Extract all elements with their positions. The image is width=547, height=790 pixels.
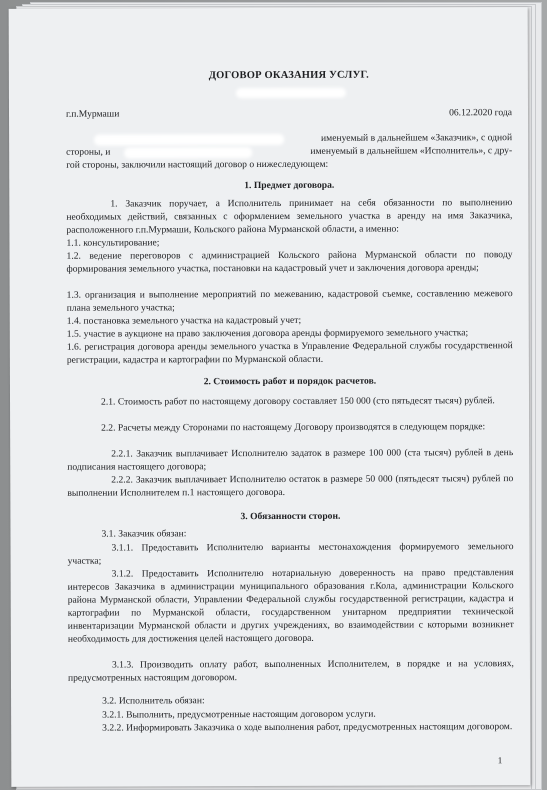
section-3-heading: 3. Обязанности сторон. [240,510,341,523]
item-3-2-1: 3.2.1. Выполнить, предусмотренные настоящим договором услуги. [102,708,376,721]
page-number: 1 [497,755,503,766]
item-3-1-3: 3.1.3. Производить оплату работ, выполненных Исполнителем, в порядке и на условиях, предусмотренных настоящим договором. [67,658,514,684]
item-1-6: 1.6. регистрация договора аренды земельного участка в Управление Федеральной службы государственной регистрации, кадастра и картографии по Мурманской области. [66,340,513,366]
item-3-2: 3.2. Исполнитель обязан: [102,695,205,707]
contract-date: 06.12.2020 года [449,107,513,119]
item-2-2: 2.2. Расчеты между Сторонами по настоящему Договору производятся в следующем порядке: [101,421,486,434]
section-2-heading: 2. Стоимость работ и порядок расчетов. [203,375,377,388]
place-date-row [66,107,512,121]
item-3-1-1: 3.1.1. Предоставить Исполнителю варианты местонахождения формируемого земельного участка; [67,541,514,567]
item-2-2-1: 2.2.1. Заказчик выплачивает Исполнителю задаток в размере 100 000 (ста тысяч) рублей в день подписания настоящего договора; [67,447,514,473]
intro-text-3: гой стороны, заключили настоящий договор о нижеследующем: [66,158,329,171]
section-1-heading: 1. Предмет договора. [244,179,335,192]
contract-page [9,7,531,787]
item-1-4: 1.4. постановка земельного участка на кадастровый учет; [66,314,302,327]
item-3-1: 3.1. Заказчик обязан: [101,528,187,540]
item-1-1: 1.1. консультирование; [66,237,160,249]
intro-line-1 [66,132,513,144]
document-title: ДОГОВОР ОКАЗАНИЯ УСЛУГ. [208,69,370,82]
intro-text-2a: стороны, и [66,146,111,158]
item-1-2: 1.2. ведение переговоров с администрацией Кольского района Мурманской области по поводу формирования земельного участка, постановки на кадастровый учет и заключения договора аренды; [66,249,513,275]
redaction-customer-name [94,134,284,146]
item-1-3: 1.3. организация и выполнение мероприятий по межеванию, кадастровой съемке, составлению межевого плана земельного участка; [66,288,513,314]
redaction-executor-name [124,147,252,158]
redaction-under-title [236,88,346,98]
item-2-1: 2.1. Стоимость работ по настоящему договору составляет 150 000 (сто пятьдесят тысяч) рублей. [100,395,495,408]
item-1-5: 1.5. участие в аукционе на право заключения договора аренды формируемого земельного участка; [66,327,469,340]
city: г.п.Мурмаши [65,108,120,120]
intro-text-2b: именуемый в дальнейшем «Исполнитель», с дру- [310,145,513,157]
intro-line-3 [66,158,512,172]
item-3-1-2: 3.1.2. Предоставить Исполнителю нотариальную доверенность на право представления интересов Заказчика в администрации муниципального образования г.Кола, администрации Кольского района Мурманской области, Управлении Федеральной службы государственной регистрации, кадастра и картографии по Мурманской области, государственном унитарном предприятии технической инвентаризации Мурманской области и других учреждениях, во взаимодействии с которыми возникнет необходимость для достижения целей настоящего договора. [67,567,514,645]
item-3-2-2: 3.2.2. Информировать Заказчика о ходе выполнения работ, предусмотренных настоящим договором. [102,721,513,734]
section-1-paragraph: 1. Заказчик поручает, а Исполнитель принимает на себя обязанности по выполнению необходимых действий, связанных с оформлением земельного участка в аренду на имя Заказчика, расположенного г.п.Мурмаши, Кольского района Мурманской области, а именно: [66,197,513,236]
item-2-2-2: 2.2.2. Заказчик выплачивает Исполнителю остаток в размере 50 000 (пятьдесят тысяч) рублей по выполнении Исполнителем п.1 настоящего договора. [67,473,514,499]
intro-text-1: именуемый в дальнейшем «Заказчик», с одной [320,132,513,144]
